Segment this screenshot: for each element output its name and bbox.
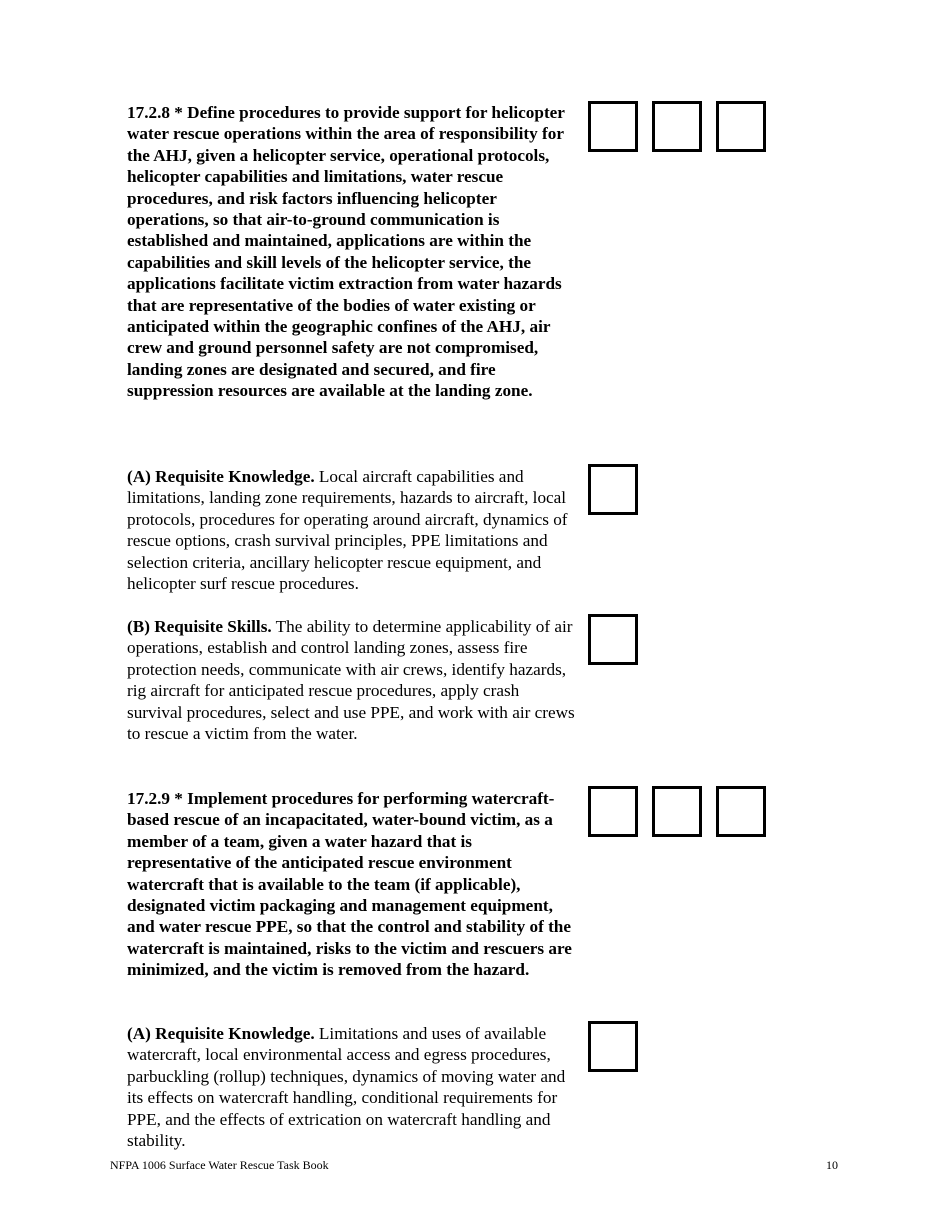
signoff-checkbox[interactable]: [588, 101, 638, 152]
signoff-checkbox[interactable]: [716, 786, 766, 837]
section-text: The ability to determine applicability of air operations, establish and control landing zones, assess fire protection needs, communicate with air crews, identify hazards, rig aircraft for anticipated rescue procedures, apply crash survival procedures, select and use PPE, and work with air crews to rescue a victim from the water.: [127, 617, 575, 744]
footer-title: NFPA 1006 Surface Water Rescue Task Book: [110, 1158, 329, 1172]
signoff-boxes-17-2-8: [588, 101, 766, 152]
signoff-checkbox[interactable]: [716, 101, 766, 152]
section-lead: (A) Requisite Knowledge.: [127, 467, 315, 486]
section-17-2-8-a: [127, 466, 577, 594]
section-17-2-9-a: [127, 1023, 577, 1151]
signoff-checkbox[interactable]: [588, 1021, 638, 1072]
section-text: 17.2.8 * Define procedures to provide support for helicopter water rescue operations within the area of responsibility for the AHJ, given a helicopter service, operational protocols, helicopter capabilities and limitations, water rescue procedures, and risk factors influencing helicopter operations, so that air-to-ground communication is established and maintained, applications are within the capabilities and skill levels of the helicopter service, the applications facilitate victim extraction from water hazards that are representative of the bodies of water existing or anticipated within the geographic confines of the AHJ, air crew and ground personnel safety are not compromised, landing zones are designated and secured, and fire suppression resources are available at the landing zone.: [127, 103, 565, 401]
signoff-checkbox[interactable]: [588, 464, 638, 515]
section-17-2-8: [127, 102, 577, 402]
section-text: 17.2.9 * Implement procedures for performing watercraft-based rescue of an incapacitated, water-bound victim, as a member of a team, given a water hazard that is representative of the anticipated rescue environment watercraft that is available to the team (if applicable), designated victim packaging and management equipment, and water rescue PPE, so that the control and stability of the watercraft is maintained, risks to the victim and rescuers are minimized, and the victim is removed from the hazard.: [127, 789, 572, 980]
section-17-2-8-b: [127, 616, 577, 744]
signoff-boxes-17-2-9-a: [588, 1021, 638, 1072]
section-lead: (A) Requisite Knowledge.: [127, 1024, 315, 1043]
section-text: Limitations and uses of available watercraft, local environmental access and egress procedures, parbuckling (rollup) techniques, dynamics of moving water and its effects on watercraft handling, conditional requirements for PPE, and the effects of extrication on watercraft handling and stability.: [127, 1024, 566, 1151]
signoff-checkbox[interactable]: [652, 101, 702, 152]
section-17-2-9: [127, 788, 577, 981]
signoff-boxes-17-2-8-b: [588, 614, 638, 665]
signoff-checkbox[interactable]: [588, 786, 638, 837]
signoff-boxes-17-2-8-a: [588, 464, 638, 515]
signoff-checkbox[interactable]: [652, 786, 702, 837]
page-number: 10: [826, 1158, 838, 1172]
signoff-checkbox[interactable]: [588, 614, 638, 665]
section-text: Local aircraft capabilities and limitations, landing zone requirements, hazards to aircraft, local protocols, procedures for operating around aircraft, dynamics of rescue options, crash survival principles, PPE limitations and selection criteria, ancillary helicopter rescue equipment, and helicopter surf rescue procedures.: [127, 467, 568, 594]
signoff-boxes-17-2-9: [588, 786, 766, 837]
section-lead: (B) Requisite Skills.: [127, 617, 272, 636]
